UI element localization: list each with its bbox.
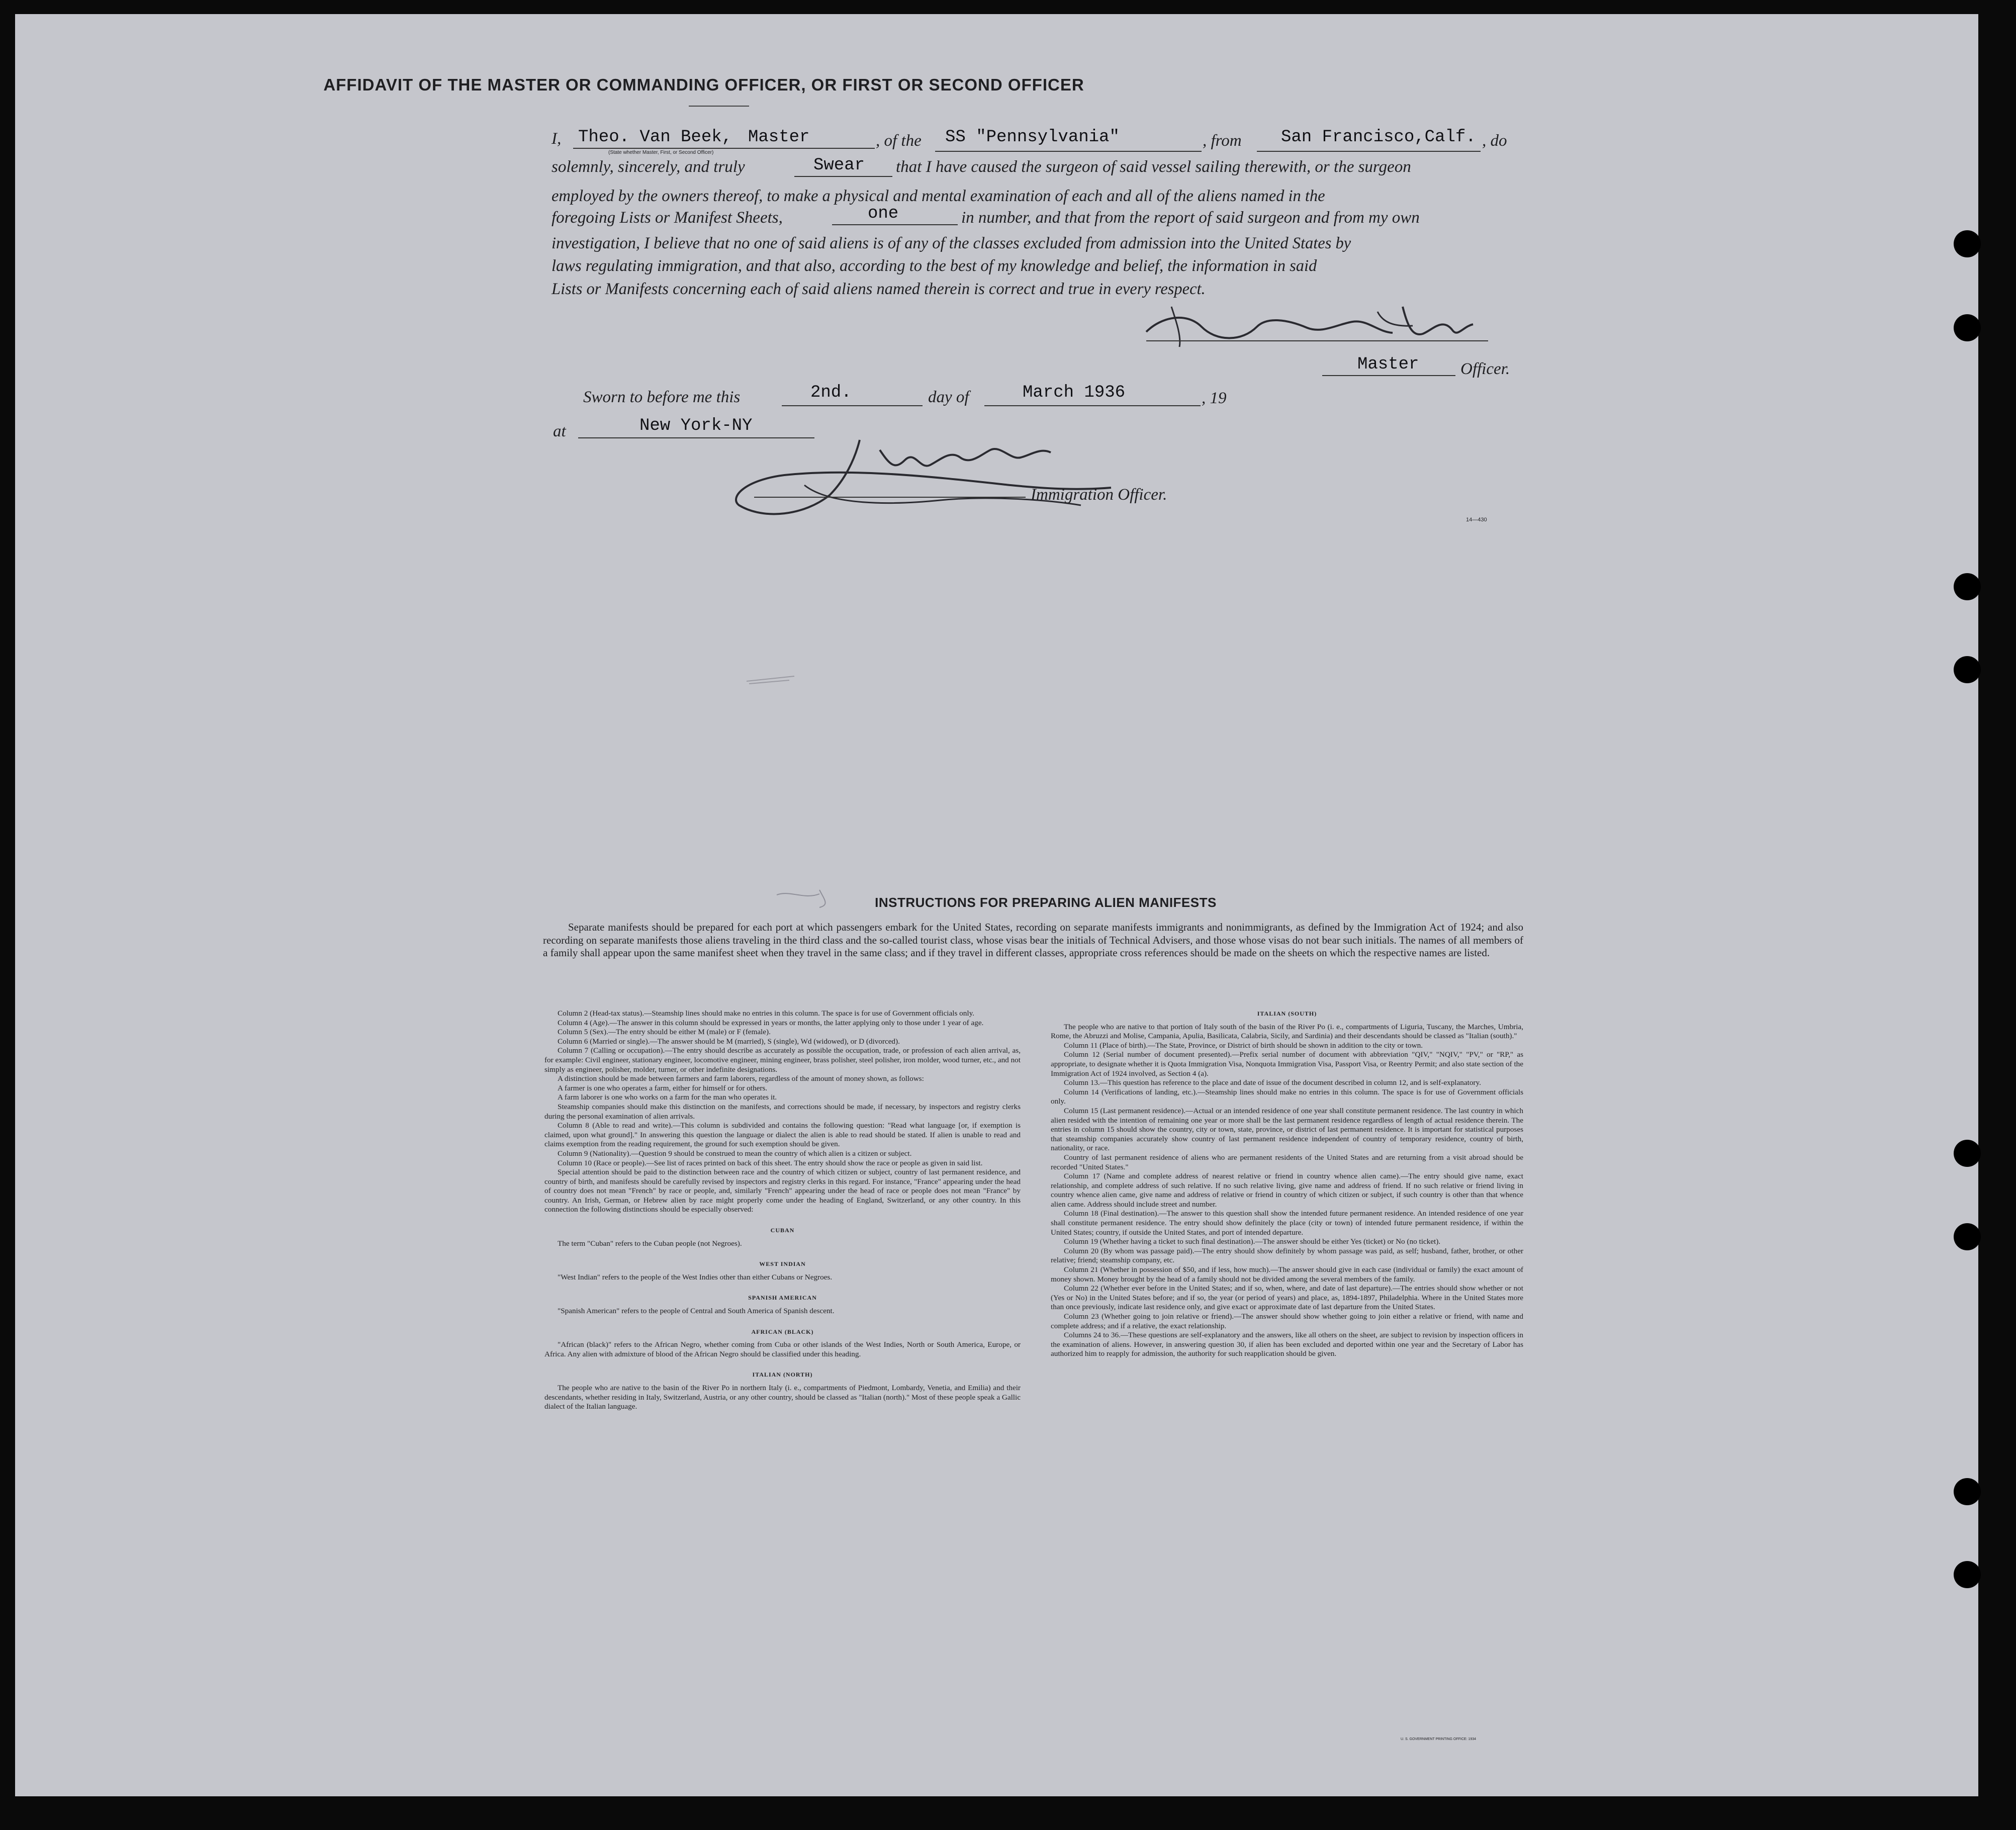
section-heading: ITALIAN (SOUTH) (1257, 1010, 1317, 1017)
officer-signature-line (754, 497, 1026, 498)
instruction-paragraph: A distinction should be made between farmers and farm laborers, regardless of the amount of money shown, as follows: (558, 1074, 924, 1083)
day-underline (782, 405, 923, 406)
immigration-officer-signature (729, 430, 1116, 530)
instruction-paragraph: Column 7 (Calling or occupation).—The entry should describe as accurately as possible the occupation, trade, or profession of each alien arrival, as, for example: Civil engineer, stationary engineer, locomotive engineer, mining engineer, brass polisher, steel polisher, iron molder, wood turner, etc., and not simply as engineer, polisher, molder, turner, or other indefinite designations. (544, 1046, 1021, 1074)
of-the-label: , of the (876, 132, 922, 150)
vessel-name: SS "Pennsylvania" (945, 128, 1120, 147)
section-text: The people who are native to the basin of the River Po in northern Italy (i. e., compartments of Piedmont, Lombardy, Venetia, and Emilia) and their descendants, whether residing in Italy, Switzerland, Austria, or any other country, should be classed as "Italian (north)." Most of these people speak a Gallic dialect of the Italian language. (544, 1384, 1021, 1411)
punch-hole (1954, 1478, 1981, 1505)
rank-note: (State whether Master, First, or Second Officer) (608, 150, 714, 155)
section-text: "African (black)" refers to the African Negro, whether coming from Cuba or other islands of the West Indies, North or South America, Europe, or Africa. Any alien with admixture of blood of the African Negro should be classified under this heading. (544, 1340, 1021, 1358)
vessel-underline (935, 151, 1202, 152)
officer-title-underline (1322, 375, 1455, 376)
instructions-intro: Separate manifests should be prepared for each port at which passengers embark for the United States, recording on separate manifests immigrants and nonimmigrants, as defined by the Immigration Act of 1924; and also recording on separate manifests those aliens traveling in the third class and the so-called tourist class, whose visas bear the initials of Technical Advisers, and those whose visas do not bear such initials. The names of all members of a family shall appear upon the same manifest sheet when they travel in the same class; and if they travel in different classes, appropriate cross references should be made on the sheets on which the respective names are listed. (543, 921, 1523, 959)
day-of-label: day of (928, 388, 969, 406)
instruction-paragraph: Column 23 (Whether going to join relative or friend).—The answer should show whether going to join either a relative or friend, with name and complete address; and if a relative, the exact relationship. (1051, 1312, 1523, 1330)
officer-suffix: Officer. (1460, 360, 1510, 378)
instruction-paragraph: Column 22 (Whether ever before in the United States; and if so, when, where, and date of last departure).—The entries should show whether or not (Yes or No) in the United States before; and if so, the year (or period of years) and place, as, 1894-1897, Philadelphia. Where in the United States more than once previously, indicate last residence only, and give exact or approximate date of last departure from the United States. (1051, 1284, 1523, 1312)
officer-title: Master (1357, 355, 1419, 374)
punch-hole (1954, 230, 1981, 257)
affidavit-line-3: employed by the owners thereof, to make a physical and mental examination of each and all of the aliens named in the (552, 187, 1325, 205)
section-heading: CUBAN (770, 1227, 795, 1234)
form-number: 14—430 (1466, 517, 1487, 523)
punch-hole (1954, 1223, 1981, 1250)
punch-hole (1954, 314, 1981, 341)
section-text: "Spanish American" refers to the people of Central and South America of Spanish descent. (558, 1307, 835, 1316)
instruction-paragraph: Column 19 (Whether having a ticket to such final destination).—The answer should be either Yes (ticket) or No (no ticket). (1064, 1237, 1441, 1246)
from-label: , from (1203, 132, 1242, 150)
oath-underline (794, 176, 892, 177)
instruction-paragraph: Special attention should be paid to the distinction between race and the country of which citizen or subject, country of last permanent residence, and country of birth, and manifests should be carefully revised by inspectors and registry clerks in this regard. For instance, "France" appearing under the head of country does not mean "French" by race or people, and, similarly "French" appearing under the head of race or people does not mean "France" by country. An Irish, German, or Hebrew alien by race might properly come under the heading of England, Switzerland, or any other country. In this connection the following distinctions should be especially observed: (544, 1168, 1021, 1214)
instruction-paragraph: Column 10 (Race or people).—See list of races printed on back of this sheet. The entry should show the race or people as given in said list. (558, 1158, 983, 1167)
instruction-paragraph: The people who are native to that portion of Italy south of the basin of the River Po (i. e., compartments of Liguria, Tuscany, the Marches, Umbria, Rome, the Abruzzi and Molise, Campania, Apulia, Basilicata, Calabria, Sicily, and Sardinia) and their descendants should be classed as "Italian (south)." (1051, 1022, 1523, 1041)
section-heading: WEST INDIAN (759, 1260, 806, 1268)
instruction-paragraph: Column 14 (Verifications of landing, etc.).—Steamship lines should make no entries in this column. The space is for use of Government officials only. (1051, 1087, 1523, 1106)
punch-hole (1954, 1561, 1981, 1588)
sworn-month-year: March 1936 (1023, 383, 1126, 402)
lists-text-b: in number, and that from the report of said surgeon and from my own (961, 209, 1420, 227)
port-underline (1257, 151, 1481, 152)
sworn-prefix: Sworn to before me this (583, 388, 741, 406)
instruction-paragraph: Column 9 (Nationality).—Question 9 should be construed to mean the country of which alien is a citizen or subject. (558, 1149, 912, 1158)
instruction-paragraph: Column 15 (Last permanent residence).—Actual or an intended residence of one year shall constitute permanent residence. The last country in which alien resided with the intention of remaining one year or more shall be the last permanent residence regardless of length of actual residence therein. The entries in column 15 should show the country, city or town, state, province, or district of last permanent residence. It is important for statistical purposes that steamship companies accurately show country of last permanent residence independent of country of temporary residence, country of birth, nationality, or race. (1051, 1106, 1523, 1153)
oath-word: Swear (813, 156, 865, 175)
instruction-paragraph: Column 13.—This question has reference to the place and date of issue of the document described in column 12, and is self-explanatory. (1064, 1078, 1481, 1087)
section-heading: SPANISH AMERICAN (748, 1294, 817, 1302)
affidavit-prefix: I, (552, 130, 562, 148)
lists-text-a: foregoing Lists or Manifest Sheets, (552, 209, 783, 227)
instruction-paragraph: Columns 24 to 36.—These questions are self-explanatory and the answers, like all others on the sheet, are subject to revision by inspection officers in the examination of aliens. However, in answering question 30, if alien has been excluded and deported within one year and the Secretary of Labor has authorized him to reapply for admission, the authority for such reapplication should be given. (1051, 1331, 1523, 1358)
section-text: "West Indian" refers to the people of the West Indies other than either Cubans or Negroes. (558, 1272, 833, 1282)
affidavit-line-7: Lists or Manifests concerning each of said aliens named therein is correct and true in every respect. (552, 280, 1206, 298)
master-signature-line (1146, 340, 1488, 341)
month-underline (984, 405, 1201, 406)
master-signature (1141, 297, 1503, 352)
immigration-officer-label: Immigration Officer. (1031, 486, 1167, 504)
at-label: at (553, 422, 566, 440)
punch-hole (1954, 656, 1981, 683)
instruction-paragraph: Column 17 (Name and complete address of nearest relative or friend in country whence alien came).—The entry should give name, exact relationship, and complete address of such relative. If no such relative living, give name and address of friend. If no such relative or friend living in country whence alien came, give name and address of relative or friend in country of which citizen or subject, if such country is other than that whence alien came. Address should include street and number. (1051, 1172, 1523, 1209)
instruction-paragraph: Column 20 (By whom was passage paid).—The entry should show definitely by whom passage was paid, as self; husband, father, brother, or other relative; friend; steamship company, etc. (1051, 1246, 1523, 1265)
instructions-left-column (544, 1009, 1021, 1412)
section-heading: ITALIAN (NORTH) (752, 1371, 813, 1379)
oath-text-a: solemnly, sincerely, and truly (552, 158, 745, 176)
instruction-paragraph: Column 8 (Able to read and write).—This column is subdivided and contains the following question: "Read what language [or, if exemption is claimed, upon what ground]." In answering this question the language or dialect the alien is able to read should be stated. If alien is unable to read and claims exemption from the reading requirement, the ground for such exemption should be given. (544, 1121, 1021, 1149)
instruction-paragraph: Country of last permanent residence of aliens who are permanent residents of the United States and are returning from a visit abroad should be recorded "United States." (1051, 1153, 1523, 1171)
instruction-paragraph: A farm laborer is one who works on a farm for the man who operates it. (558, 1093, 777, 1102)
instruction-paragraph: Column 11 (Place of birth).—The State, Province, or District of birth should be shown in addition to the city or town. (1064, 1041, 1423, 1050)
sworn-place: New York-NY (639, 416, 753, 435)
printer-imprint: U. S. GOVERNMENT PRINTING OFFICE: 1934 (1401, 1737, 1477, 1741)
instruction-paragraph: Column 21 (Whether in possession of $50, and if less, how much).—The answer should give in each case (individual or family) the exact amount of money shown. Money brought by the head of a family should not be divided among the several members of the family. (1051, 1265, 1523, 1284)
name-underline (573, 148, 875, 149)
instruction-paragraph: Column 18 (Final destination).—The answer to this question shall show the intended future permanent residence. An intended residence of one year shall constitute permanent residence. The entry should show definitely the place (city or town) of intended future permanent residence, if within the United States; country, if outside the United States, and port of intended departure. (1051, 1209, 1523, 1237)
sworn-day: 2nd. (810, 383, 852, 402)
punch-hole (1954, 1140, 1981, 1167)
instruction-paragraph: Column 5 (Sex).—The entry should be either M (male) or F (female). (558, 1028, 771, 1037)
count-underline (832, 224, 958, 225)
instruction-paragraph: Column 2 (Head-tax status).—Steamship lines should make no entries in this column. The space is for use of Government officials only. (558, 1009, 974, 1018)
faint-pencil-mark (744, 671, 799, 686)
instructions-title: INSTRUCTIONS FOR PREPARING ALIEN MANIFESTS (875, 895, 1217, 910)
affidavit-title: AFFIDAVIT OF THE MASTER OR COMMANDING OFFICER, OR FIRST OR SECOND OFFICER (323, 75, 1084, 94)
instruction-paragraph: A farmer is one who operates a farm, either for himself or for others. (558, 1083, 768, 1092)
instruction-paragraph: Steamship companies should make this distinction on the manifests, and corrections should be made, if necessary, by inspectors and registry clerks during the personal examination of alien arrivals. (544, 1102, 1021, 1121)
instruction-paragraph: Column 4 (Age).—The answer in this column should be expressed in years or months, the latter applying only to those under 1 year of age. (558, 1018, 984, 1027)
section-heading: AFRICAN (BLACK) (751, 1328, 814, 1335)
affidavit-line-5: investigation, I believe that no one of said aliens is of any of the classes excluded from admission into the United States by (552, 234, 1351, 252)
master-name: Theo. Van Beek, (578, 128, 732, 147)
sheet-count: one (868, 204, 899, 223)
section-text: The term "Cuban" refers to the Cuban people (not Negroes). (558, 1239, 742, 1248)
nineteen-label: , 19 (1202, 389, 1227, 407)
departure-port: San Francisco,Calf. (1281, 128, 1476, 147)
oath-text-b: that I have caused the surgeon of said vessel sailing therewith, or the surgeon (896, 158, 1411, 176)
instruction-paragraph: Column 6 (Married or single).—The answer should be M (married), S (single), Wd (widowed), or D (divorced). (558, 1037, 900, 1046)
do-label: , do (1482, 132, 1507, 150)
officer-rank: Master (748, 128, 810, 147)
punch-hole (1954, 573, 1981, 600)
affidavit-line-6: laws regulating immigration, and that also, according to the best of my knowledge and belief, the information in said (552, 257, 1317, 275)
instruction-paragraph: Column 12 (Serial number of document presented).—Prefix serial number of document with abbreviation "QIV," "NQIV," "PV," or "RP," as appropriate, to designate whether it is Quota Immigration Visa, Nonquota Immigration Visa, Passport Visa, or Reentry Permit; and also state section of the Immigration Act of 1924 involved, as Section 4 (a). (1051, 1050, 1523, 1078)
instructions-right-column (1051, 1009, 1523, 1359)
title-rule (689, 106, 749, 107)
